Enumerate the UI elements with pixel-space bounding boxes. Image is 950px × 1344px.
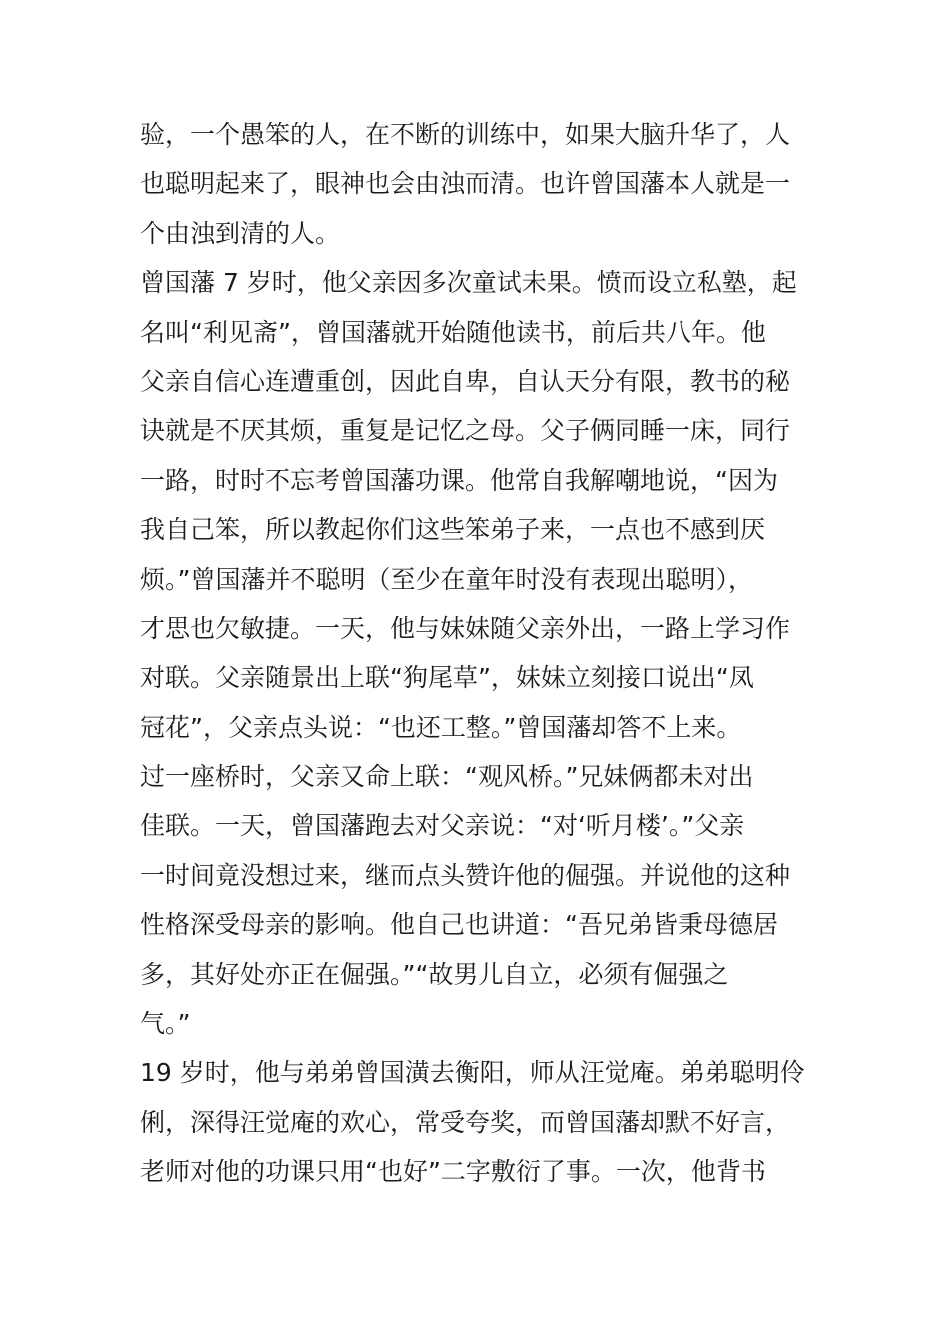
text-line: 诀就是不厌其烦，重复是记忆之母。父子俩同睡一床，同行	[140, 416, 791, 446]
text-line: 一路，时时不忘考曾国藩功课。他常自我解嘲地说，“因为	[140, 465, 778, 495]
text-line: 才思也欠敏捷。一天，他与妹妹随父亲外出，一路上学习作	[140, 613, 791, 643]
text-line: 一时间竟没想过来，继而点头赞许他的倔强。并说他的这种	[140, 860, 791, 890]
text-line: 我自己笨，所以教起你们这些笨弟子来，一点也不感到厌	[140, 515, 766, 545]
text-line: 个由浊到清的人。	[140, 218, 341, 248]
text-line: 俐，深得汪觉庵的欢心，常受夸奖，而曾国藩却默不好言，	[140, 1107, 791, 1137]
text-line: 多，其好处亦正在倔强。”“故男儿自立，必须有倔强之	[140, 959, 729, 989]
body-text	[140, 110, 840, 1197]
text-line: 冠花”，父亲点头说：“也还工整。”曾国藩却答不上来。	[140, 712, 742, 742]
text-line: 也聪明起来了，眼神也会由浊而清。也许曾国藩本人就是一	[140, 169, 791, 199]
text-line: 父亲自信心连遭重创，因此自卑，自认天分有限，教书的秘	[140, 366, 791, 396]
text-line: 气。”	[140, 1009, 191, 1039]
text-line: 对联。父亲随景出上联“狗尾草”，妹妹立刻接口说出“凤	[140, 663, 754, 693]
text-line: 老师对他的功课只用“也好”二字敷衍了事。一次，他背书	[140, 1157, 766, 1187]
text-line: 名叫“利见斋”，曾国藩就开始随他读书，前后共八年。他	[140, 317, 766, 347]
text-line: 烦。”曾国藩并不聪明（至少在童年时没有表现出聪明），	[140, 564, 753, 594]
text-line: 19 岁时，他与弟弟曾国潢去衡阳，师从汪觉庵。弟弟聪明伶	[140, 1058, 805, 1088]
text-line: 验，一个愚笨的人，在不断的训练中，如果大脑升华了，人	[140, 120, 791, 149]
text-line: 曾国藩 7 岁时，他父亲因多次童试未果。愤而设立私塾，起	[140, 268, 797, 298]
text-line: 性格深受母亲的影响。他自己也讲道：“吾兄弟皆秉母德居	[140, 910, 778, 940]
text-line: 佳联。一天，曾国藩跑去对父亲说：“对‘听月楼’。”父亲	[140, 811, 745, 841]
text-line: 过一座桥时，父亲又命上联：“观风桥。”兄妹俩都未对出	[140, 762, 754, 792]
